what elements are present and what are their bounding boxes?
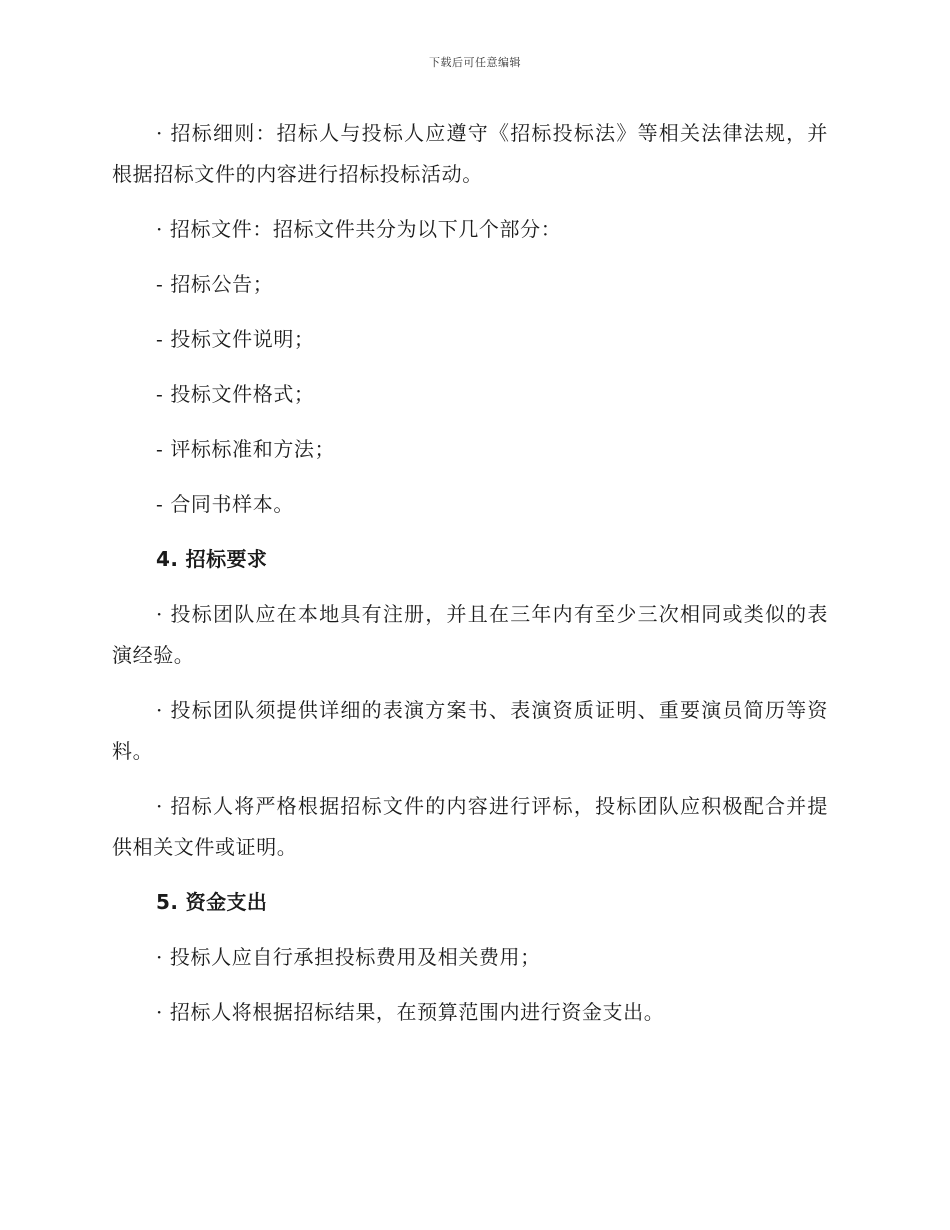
document-body (112, 113, 828, 1047)
paragraph-bidding-documents: · 招标文件：招标文件共分为以下几个部分： (156, 217, 562, 241)
paragraph-bidding-rules: · 招标细则：招标人与投标人应遵守《招标投标法》等相关法律法规，并根据招标文件的内容进行招标投标活动。 (112, 121, 828, 186)
section-heading-requirements: 4. 招标要求 (156, 547, 268, 571)
section-heading-funding: 5. 资金支出 (156, 890, 268, 914)
page-header: 下载后可任意编辑 (429, 56, 521, 69)
paragraph-team-materials: · 投标团队须提供详细的表演方案书、表演资质证明、重要演员简历等资料。 (112, 698, 828, 763)
list-item-bid-file-format: - 投标文件格式； (156, 382, 315, 406)
list-item-bid-file-instructions: - 投标文件说明； (156, 327, 315, 351)
paragraph-budget-spending: · 招标人将根据招标结果，在预算范围内进行资金支出。 (156, 1000, 665, 1024)
paragraph-bid-costs: · 投标人应自行承担投标费用及相关费用； (156, 945, 541, 969)
paragraph-evaluation-cooperation: · 招标人将严格根据招标文件的内容进行评标，投标团队应积极配合并提供相关文件或证明。 (112, 794, 828, 859)
list-item-contract-sample: - 合同书样本。 (156, 492, 294, 516)
list-item-evaluation-criteria: - 评标标准和方法； (156, 437, 336, 461)
paragraph-team-registration: · 投标团队应在本地具有注册，并且在三年内有至少三次相同或类似的表演经验。 (112, 602, 828, 667)
list-item-bid-announcement: - 招标公告； (156, 272, 274, 296)
